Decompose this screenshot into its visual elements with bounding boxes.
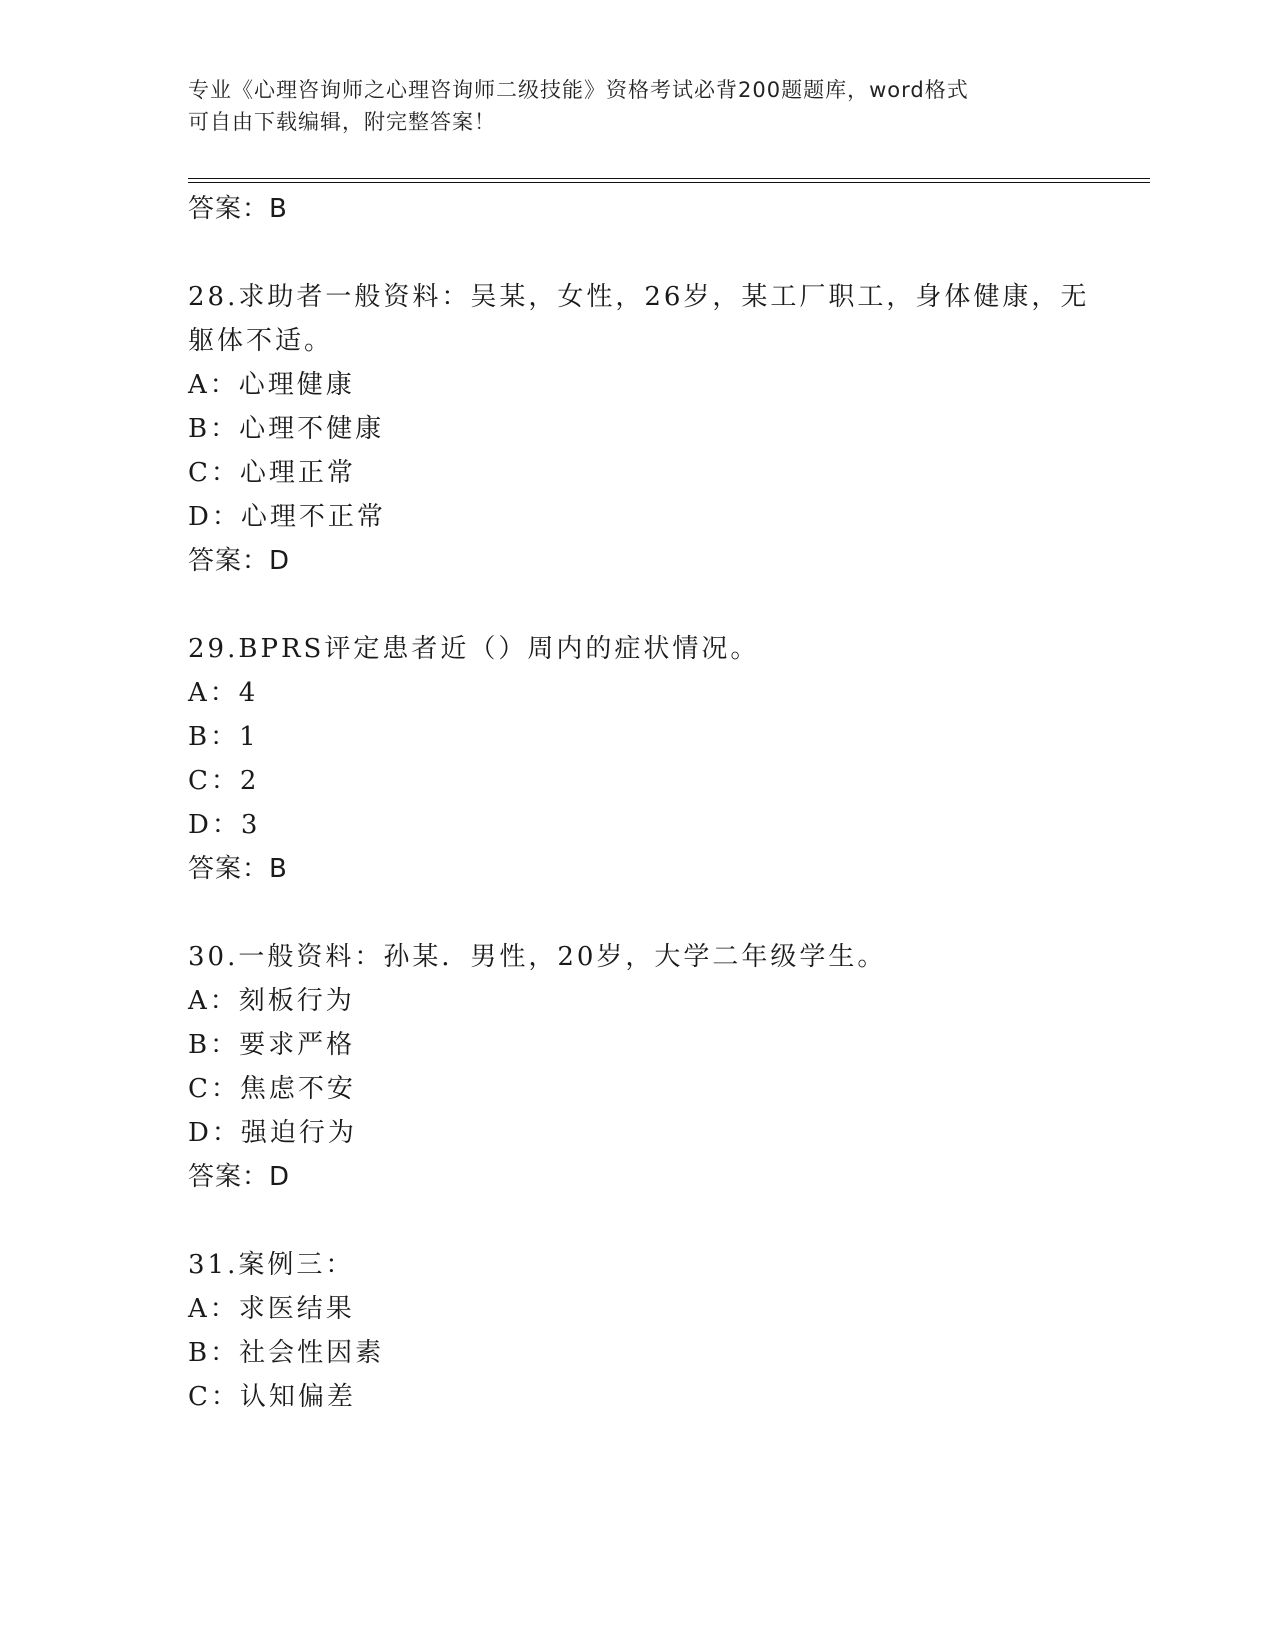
- header-line-2: 可自由下载编辑，附完整答案！: [188, 110, 496, 134]
- question-29-option-c: C：2: [188, 766, 260, 796]
- answer-previous: 答案：B: [188, 194, 288, 224]
- question-29-option-a: A：4: [188, 678, 259, 708]
- header-divider-top: [188, 178, 1150, 179]
- question-30-option-b: B：要求严格: [188, 1030, 356, 1060]
- document-header: [188, 74, 1088, 138]
- question-30-stem: 30.一般资料：孙某．男性，20岁，大学二年级学生。: [188, 942, 887, 972]
- question-28-stem: 28.求助者一般资料：吴某，女性，26岁，某工厂职工，身体健康，无: [188, 282, 1090, 312]
- question-29-answer: 答案：B: [188, 854, 288, 884]
- question-28-stem-continued: 躯体不适。: [188, 326, 334, 356]
- question-29-stem: 29.BPRS评定患者近（）周内的症状情况。: [188, 634, 760, 664]
- question-28-option-c: C：心理正常: [188, 458, 356, 488]
- question-29-option-d: D：3: [188, 810, 261, 840]
- question-30-option-d: D：强迫行为: [188, 1118, 357, 1148]
- question-30-option-c: C：焦虑不安: [188, 1074, 356, 1104]
- question-30-answer: 答案：D: [188, 1162, 291, 1192]
- question-30-option-a: A：刻板行为: [188, 986, 355, 1016]
- question-31-option-b: B：社会性因素: [188, 1338, 385, 1368]
- header-line-1: 专业《心理咨询师之心理咨询师二级技能》资格考试必背200题题库，word格式: [188, 78, 969, 102]
- question-29-option-b: B：1: [188, 722, 259, 752]
- question-28-answer: 答案：D: [188, 546, 291, 576]
- question-28-option-d: D：心理不正常: [188, 502, 386, 532]
- question-31-stem: 31.案例三：: [188, 1250, 355, 1280]
- question-28-option-a: A：心理健康: [188, 370, 355, 400]
- question-28-option-b: B：心理不健康: [188, 414, 385, 444]
- question-31-option-a: A：求医结果: [188, 1294, 355, 1324]
- question-31-option-c: C：认知偏差: [188, 1382, 356, 1412]
- header-divider-bottom: [188, 182, 1150, 183]
